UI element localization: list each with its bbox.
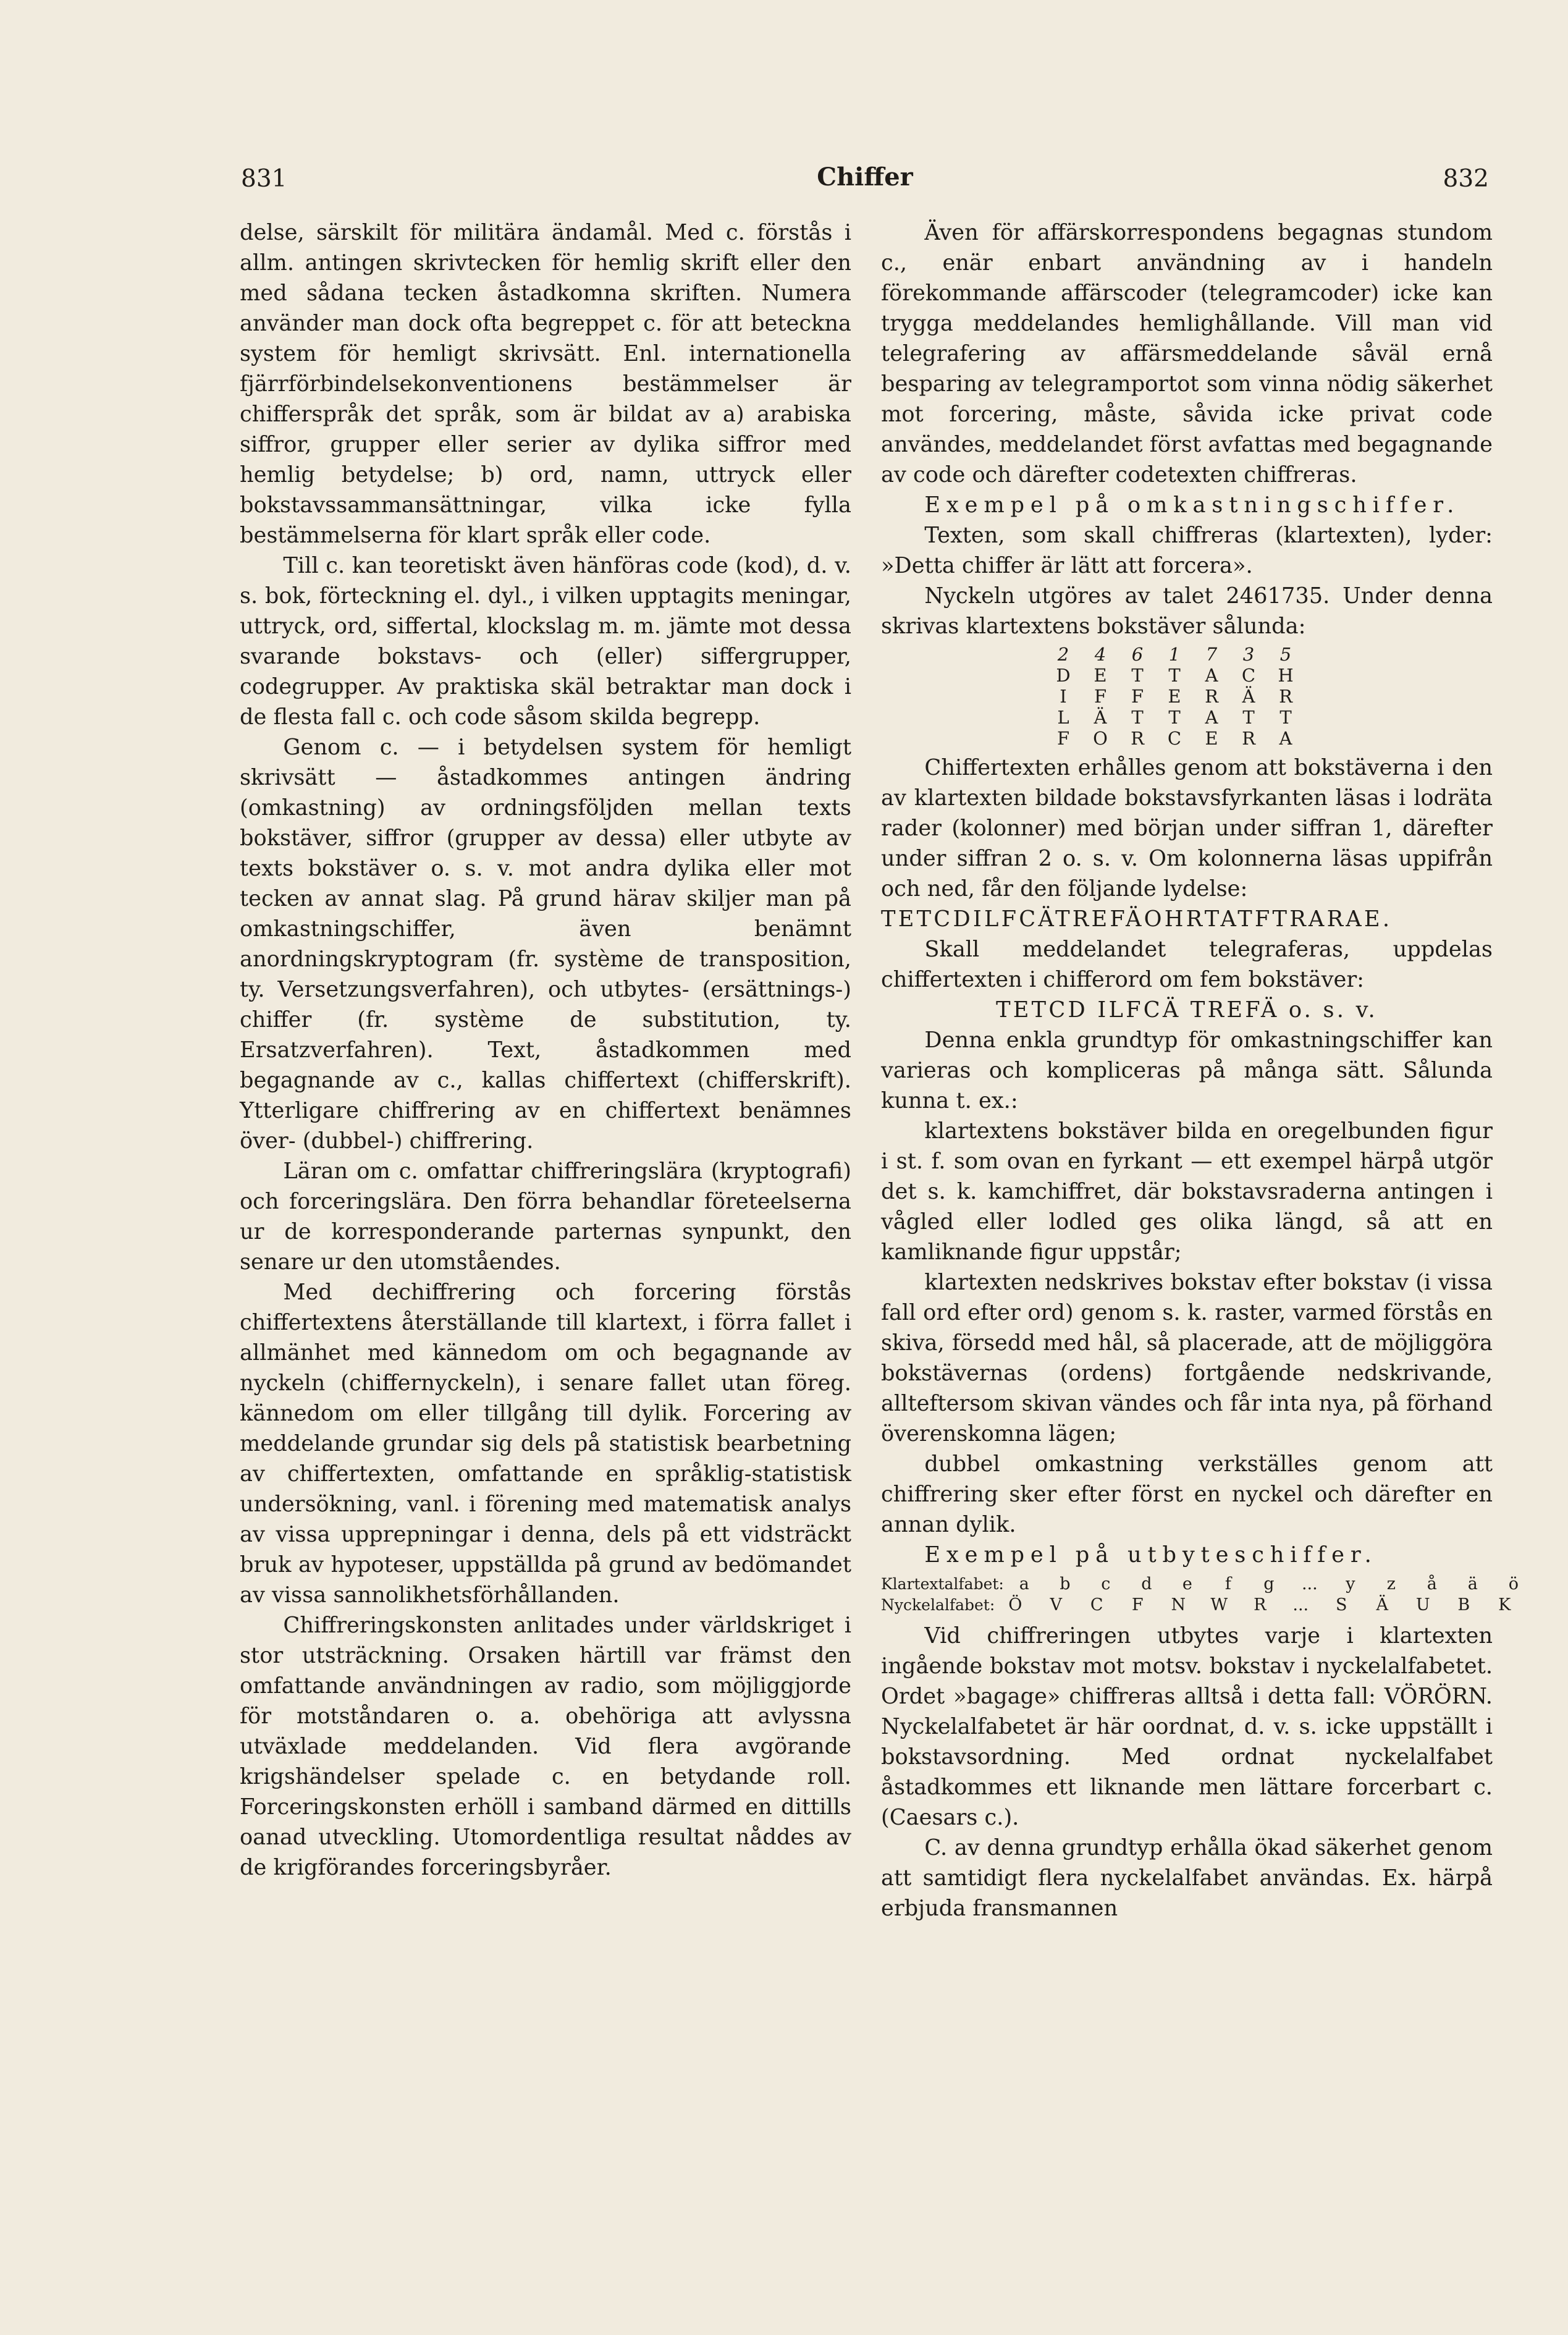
paragraph: klartextens bokstäver bilda en oregelbunden figur i st. f. som ovan en fyrkant — ett exempel härpå utgör det s. k. kamchiffret, där bokstavsraderna antingen i vågled eller lodled ges olika längd, så att en kamliknande figur uppstår;	[881, 1118, 1493, 1265]
alphabet-letter: ä	[1467, 1574, 1478, 1594]
grid-cell: O	[1093, 728, 1108, 749]
alphabet-letter: U	[1415, 1595, 1430, 1615]
alphabet-letter: S	[1336, 1595, 1347, 1615]
grid-cell: R	[1131, 728, 1144, 749]
paragraph: TETCDILFCÄTREFÄOHRTATFTRARAE.	[881, 906, 1393, 932]
alphabet-letter: d	[1141, 1574, 1152, 1594]
alphabet-letter: R	[1254, 1595, 1267, 1615]
grid-cell: F	[1094, 686, 1107, 707]
alphabet-letter: a	[1019, 1574, 1029, 1594]
grid-cell: E	[1168, 686, 1181, 707]
left-column	[240, 217, 851, 1883]
paragraph: Till c. kan teoretiskt även hänföras code (kod), d. v. s. bok, förteckning el. dyl., i vilken upptagits meningar, uttryck, ord, siffertal, klockslag m. m. jämte mot dessa svarande bokstavs- och (eller) siffergrupper, codegrupper. Av praktiska skäl betraktar man dock i de flesta fall c. och code såsom skilda begrepp.	[240, 553, 851, 730]
alphabet-letter: ...	[1292, 1595, 1309, 1615]
right-column	[881, 217, 1519, 1923]
grid-cell: F	[1056, 728, 1070, 749]
alphabet-letter: B	[1457, 1595, 1470, 1615]
grid-cell: Ä	[1094, 707, 1107, 728]
paragraph: delse, särskilt för militära ändamål. Med c. förstås i allm. antingen skrivtecken för hemlig skrift eller den med sådana tecken åstadkomna skriften. Numera använder man dock ofta begreppet c. för att beteckna system för hemligt skrivsätt. Enl. internationella fjärrförbindelsekonventionens bestämmelser är chifferspråk det språk, som är bildat av a) arabiska siffror, grupper eller serier av dylika siffror med hemlig betydelse; b) ord, namn, uttryck eller bokstavssammansättningar, vilka icke fylla bestämmelserna för klart språk eller code.	[240, 220, 851, 548]
alphabet-letter: Ä	[1376, 1595, 1389, 1615]
paragraph: Chiffreringskonsten anlitades under världskriget i stor utsträckning. Orsaken härtill var främst den omfattande användningen av radio, som möjliggjorde för motståndaren o. a. obehöriga att avlyssna utväxlade meddelanden. Vid flera avgörande krigshändelser spelade c. en betydande roll. Forceringskonsten erhöll i samband därmed en dittills oanad utveckling. Utomordentliga resultat nåddes av de krigförandes forceringsbyråer.	[240, 1613, 851, 1880]
grid-cell: T	[1131, 707, 1144, 728]
alphabet-letter: å	[1427, 1574, 1437, 1594]
grid-key-digit: 1	[1168, 644, 1181, 665]
alphabet-letter: W	[1210, 1595, 1228, 1615]
alphabet-letter: e	[1182, 1574, 1192, 1594]
key-alphabet-label: Nyckelalfabet:	[881, 1596, 995, 1614]
page-number-right: 832	[1443, 165, 1489, 193]
paragraph: Denna enkla grundtyp för omkastningschiffer kan varieras och kompliceras på många sätt. Sålunda kunna t. ex.:	[881, 1028, 1493, 1113]
alphabet-letter: z	[1386, 1574, 1396, 1594]
running-title: Chiffer	[817, 163, 913, 192]
paragraph: Exempel på utbyteschiffer.	[924, 1542, 1378, 1568]
alphabet-letter: C	[1090, 1595, 1103, 1615]
alphabet-letter: b	[1060, 1574, 1071, 1594]
grid-cell: T	[1242, 707, 1255, 728]
grid-key-digit: 2	[1057, 644, 1069, 665]
paragraph: Nyckeln utgöres av talet 2461735. Under denna skrivas klartextens bokstäver sålunda:	[881, 583, 1493, 639]
grid-cell: T	[1279, 707, 1292, 728]
grid-cell: C	[1241, 665, 1256, 686]
transposition-grid	[1045, 644, 1304, 749]
grid-cell: D	[1056, 665, 1071, 686]
paragraph: Med dechiffrering och forcering förstås chiffertextens återställande till klartext, i förra fallet i allmänhet med kännedom om och begagnande av nyckeln (chiffernyckeln), i senare fallet utan föreg. kännedom om eller tillgång till dylik. Forcering av meddelande grundar sig dels på statistisk bearbetning av chiffertexten, omfattande en språklig-statistisk undersökning, vanl. i förening med matematisk analys av vissa upprepningar i denna, dels på ett vidsträckt bruk av hypoteser, uppställda på grund av bedömandet av vissa sannolikhetsförhållanden.	[240, 1280, 851, 1608]
grid-cell: T	[1168, 707, 1181, 728]
paragraph: C. av denna grundtyp erhålla ökad säkerhet genom att samtidigt flera nyckelalfabet användas. Ex. härpå erbjuda fransmannen	[881, 1835, 1493, 1921]
grid-cell: R	[1242, 728, 1255, 749]
grid-cell: E	[1094, 665, 1107, 686]
paragraph: klartexten nedskrives bokstav efter bokstav (i vissa fall ord efter ord) genom s. k. raster, varmed förstås en skiva, försedd med hål, så placerade, att de möjliggöra bokstävernas (ordens) fortgående nedskrivande, allteftersom skivan vändes och får inta nya, på förhand överenskomna lägen;	[881, 1270, 1493, 1446]
grid-cell: R	[1279, 686, 1292, 707]
paragraph: TETCD ILFCÄ TREFÄ o. s. v.	[996, 997, 1378, 1023]
right-paragraphs-a	[881, 217, 1493, 641]
grid-row	[1045, 686, 1304, 707]
grid-cell: A	[1205, 665, 1218, 686]
alphabet-letter: F	[1131, 1595, 1144, 1615]
alphabet-letter: c	[1101, 1574, 1111, 1594]
substitution-alphabet	[881, 1574, 1519, 1616]
alphabet-letter: y	[1346, 1574, 1355, 1594]
alphabet-letter: ö	[1508, 1574, 1519, 1594]
paragraph: Även för affärskorrespondens begagnas stundom c., enär enbart användning av i handeln förekommande affärscoder (telegramcoder) icke kan trygga meddelandes hemlighållande. Vill man vid telegrafering av affärsmeddelande såväl ernå besparing av telegramportot som vinna nödig säkerhet mot forcering, måste, såvida icke privat code användes, meddelandet först avfattas med begagnande av code och därefter codetexten chiffreras.	[881, 220, 1493, 488]
paragraph: Exempel på omkastningschiffer.	[924, 492, 1461, 518]
plain-alphabet-row	[881, 1574, 1519, 1595]
alphabet-letter: V	[1050, 1595, 1063, 1615]
alphabet-letter: f	[1224, 1574, 1231, 1594]
grid-key-row	[1045, 644, 1304, 665]
paragraph: Skall meddelandet telegraferas, uppdelas chiffertexten i chifferord om fem bokstäver:	[881, 937, 1493, 992]
grid-row	[1045, 728, 1304, 749]
page-header	[241, 158, 1489, 201]
plain-alphabet-label: Klartextalfabet:	[881, 1575, 1004, 1593]
key-alphabet-row	[881, 1595, 1511, 1616]
grid-cell: T	[1131, 665, 1144, 686]
grid-cell: R	[1205, 686, 1218, 707]
grid-key-digit: 6	[1131, 644, 1144, 665]
grid-cell: I	[1060, 686, 1067, 707]
grid-cell: F	[1131, 686, 1144, 707]
grid-row	[1045, 665, 1304, 686]
paragraph: Vid chiffreringen utbytes varje i klartexten ingående bokstav mot motsv. bokstav i nyckelalfabetet. Ordet »bagage» chiffreras alltså i detta fall: VÖRÖRN. Nyckelalfabetet är här oordnat, d. v. s. icke uppställt i bokstavsordning. Med ordnat nyckelalfabet åstadkommes ett liknande men lättare forcerbart c. (Caesars c.).	[881, 1623, 1493, 1830]
page-number-left: 831	[241, 165, 287, 193]
grid-key-digit: 4	[1094, 644, 1106, 665]
grid-cell: C	[1167, 728, 1182, 749]
right-paragraphs-c	[881, 1621, 1493, 1923]
paragraph: Genom c. — i betydelsen system för hemligt skrivsätt — åstadkommes antingen ändring (omkastning) av ordningsföljden mellan texts bokstäver, siffror (grupper av dessa) eller utbyte av texts bokstäver o. s. v. mot andra dylika eller mot tecken av annat slag. På grund härav skiljer man på omkastningschiffer, även benämnt anordningskryptogram (fr. système de transposition, ty. Versetzungsverfahren), och utbytes- (ersättnings-) chiffer (fr. système de substitution, ty. Ersatzverfahren). Text, åstadkommen med begagnande av c., kallas chiffertext (chifferskrift). Ytterligare chiffrering av en chiffertext benämnes över- (dubbel-) chiffrering.	[240, 735, 851, 1154]
grid-key-digit: 5	[1279, 644, 1292, 665]
grid-key-digit: 7	[1205, 644, 1218, 665]
grid-row	[1045, 707, 1304, 728]
right-paragraphs-b	[881, 753, 1493, 1570]
alphabet-letter: Ö	[1008, 1595, 1022, 1615]
grid-cell: L	[1057, 707, 1069, 728]
paragraph: dubbel omkastning verkställes genom att chiffrering sker efter först en nyckel och därefter en annan dylik.	[881, 1451, 1493, 1537]
grid-cell: Ä	[1242, 686, 1255, 707]
alphabet-letter: g	[1263, 1574, 1275, 1594]
grid-key-digit: 3	[1242, 644, 1255, 665]
alphabet-letter: ...	[1301, 1574, 1318, 1594]
paragraph: Läran om c. omfattar chiffreringslära (kryptografi) och forceringslära. Den förra behandlar företeelserna ur de korresponderande parternas synpunkt, den senare ur den utomståendes.	[240, 1159, 851, 1275]
alphabet-letter: K	[1498, 1595, 1511, 1615]
grid-cell: A	[1205, 707, 1218, 728]
grid-cell: T	[1168, 665, 1181, 686]
alphabet-letter: N	[1171, 1595, 1186, 1615]
paragraph: Chiffertexten erhålles genom att bokstäverna i den av klartexten bildade bokstavsfyrkanten läsas i lodräta rader (kolonner) med början under siffran 1, därefter under siffran 2 o. s. v. Om kolonnerna läsas uppifrån och ned, får den följande lydelse:	[881, 755, 1493, 901]
paragraph: Texten, som skall chiffreras (klartexten), lyder: »Detta chiffer är lätt att forcera».	[881, 523, 1493, 578]
grid-cell: H	[1278, 665, 1294, 686]
grid-cell: E	[1205, 728, 1218, 749]
grid-cell: A	[1279, 728, 1292, 749]
